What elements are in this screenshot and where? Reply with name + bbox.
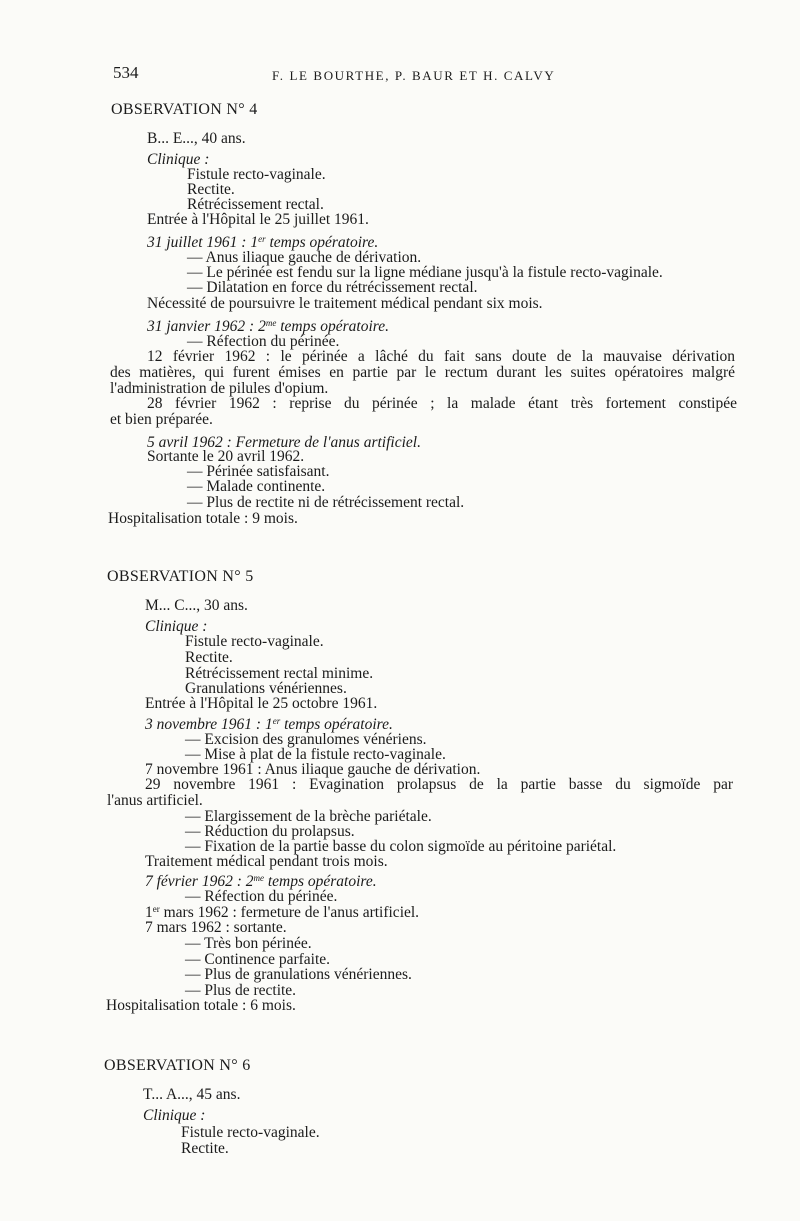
obs5-nov29-line2: l'anus artificiel.	[107, 792, 203, 809]
obs4-fev28-line1: 28 février 1962 : reprise du périnée ; la malade étant très fortement constipée	[147, 395, 737, 412]
obs5-resultat-2: — Continence parfaite.	[185, 951, 331, 968]
obs4-avril: 5 avril 1962 : Fermeture de l'anus artificiel.	[147, 434, 421, 451]
obs4-temps1-b: — Le périnée est fendu sur la ligne médiane jusqu'à la fistule recto-vaginale.	[187, 264, 663, 281]
running-head: F. LE BOURTHE, P. BAUR ET H. CALVY	[272, 68, 556, 83]
obs5-intervention-1: — Elargissement de la brèche pariétale.	[185, 808, 432, 825]
obs5-intervention-2: — Réduction du prolapsus.	[185, 823, 355, 840]
obs4-fev28-line2: et bien préparée.	[110, 411, 213, 428]
obs5-clinique: Clinique :	[145, 618, 208, 635]
obs5-traitement: Traitement médical pendant trois mois.	[145, 853, 388, 870]
obs4-temps2: 31 janvier 1962 : $2^{me}$ temps opératoire.	[147, 318, 389, 335]
obs5-temps2-a: — Réfection du périnée.	[185, 888, 338, 905]
page-number: 534	[113, 63, 139, 82]
obs4-clinique-1: Fistule recto-vaginale.	[187, 166, 326, 183]
obs4-sortante: Sortante le 20 avril 1962.	[147, 448, 305, 465]
obs6-clinique-2: Rectite.	[181, 1140, 229, 1157]
obs4-title: OBSERVATION N° 4	[111, 101, 258, 118]
obs5-temps2: 7 février 1962 : $2^{me}$ temps opératoire.	[145, 873, 377, 890]
obs4-entree: Entrée à l'Hôpital le 25 juillet 1961.	[147, 211, 369, 228]
obs5-temps1-b: — Mise à plat de la fistule recto-vaginale.	[185, 746, 446, 763]
obs4-temps1-c: — Dilatation en force du rétrécissement rectal.	[187, 279, 478, 296]
obs5-temps1-a: — Excision des granulomes vénériens.	[185, 731, 427, 748]
obs5-intervention-3: — Fixation de la partie basse du colon sigmoïde au péritoine pariétal.	[185, 838, 617, 855]
obs5-clinique-4: Granulations vénériennes.	[185, 680, 347, 697]
obs5-temps1: 3 novembre 1961 : 1er temps opératoire.	[145, 716, 393, 733]
obs5-clinique-1: Fistule recto-vaginale.	[185, 633, 324, 650]
obs5-clinique-3: Rétrécissement rectal minime.	[185, 665, 374, 682]
obs4-temps1: 31 juillet 1961 : 1er temps opératoire.	[147, 234, 379, 251]
obs4-sortie-3: — Plus de rectite ni de rétrécissement rectal.	[187, 494, 465, 511]
obs6-patient: T... A..., 45 ans.	[143, 1086, 241, 1103]
obs5-entree: Entrée à l'Hôpital le 25 octobre 1961.	[145, 695, 378, 712]
obs5-mars7: 7 mars 1962 : sortante.	[145, 919, 287, 936]
obs5-resultat-4: — Plus de rectite.	[185, 982, 297, 999]
obs4-clinique: Clinique :	[147, 151, 210, 168]
obs6-title: OBSERVATION N° 6	[104, 1057, 251, 1074]
obs4-hospitalisation: Hospitalisation totale : 9 mois.	[108, 510, 298, 527]
obs4-sortie-1: — Périnée satisfaisant.	[187, 463, 330, 480]
obs5-mars1: 1er mars 1962 : fermeture de l'anus artificiel.	[145, 904, 420, 921]
obs4-patient: B... E..., 40 ans.	[147, 130, 246, 147]
obs4-temps1-a: — Anus iliaque gauche de dérivation.	[187, 249, 422, 266]
obs5-resultat-1: — Très bon périnée.	[185, 935, 312, 952]
obs6-clinique: Clinique :	[143, 1107, 206, 1124]
obs4-fev12-line2: des matières, qui furent émises en partie par le rectum durant les suites opératoires malgré	[110, 364, 735, 381]
obs5-title: OBSERVATION N° 5	[107, 568, 254, 585]
obs4-fev12-line1: 12 février 1962 : le périnée a lâché du fait sans doute de la mauvaise dérivation	[147, 348, 735, 365]
obs5-nov29-line1: 29 novembre 1961 : Evagination prolapsus de la partie basse du sigmoïde par	[145, 776, 733, 793]
obs6-clinique-1: Fistule recto-vaginale.	[181, 1124, 320, 1141]
obs5-patient: M... C..., 30 ans.	[145, 597, 248, 614]
obs5-resultat-3: — Plus de granulations vénériennes.	[185, 966, 412, 983]
obs5-nov7: 7 novembre 1961 : Anus iliaque gauche de dérivation.	[145, 761, 481, 778]
obs4-clinique-3: Rétrécissement rectal.	[187, 196, 324, 213]
obs4-necessite: Nécessité de poursuivre le traitement médical pendant six mois.	[147, 295, 543, 312]
obs4-fev12-line3: l'administration de pilules d'opium.	[110, 380, 329, 397]
obs4-sortie-2: — Malade continente.	[187, 478, 326, 495]
obs5-clinique-2: Rectite.	[185, 649, 233, 666]
obs5-hospitalisation: Hospitalisation totale : 6 mois.	[106, 997, 296, 1014]
obs4-temps2-a: — Réfection du périnée.	[187, 333, 340, 350]
obs4-clinique-2: Rectite.	[187, 181, 235, 198]
